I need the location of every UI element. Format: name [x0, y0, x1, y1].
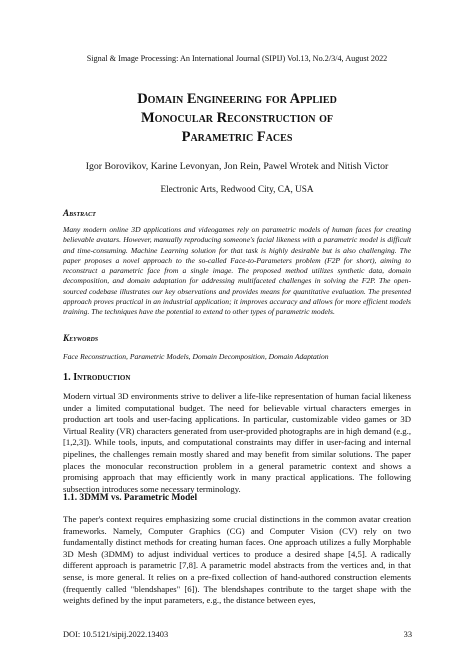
abstract-text: Many modern online 3D applications and videogames rely on parametric models of human faces for creating believable avatars. However, manually reproducing someone's facial likeness with a parametric model is difficult and time-consuming. Machine Learning solution for that task is highly desirable but is also challenging. The paper proposes a novel approach to the so-called Face-to-Parameters problem (F2P for short), aiming to reconstruct a parametric face from a single image. The proposed method utilizes synthetic data, domain decomposition, and domain adaptation for addressing multifaceted challenges in solving the F2P. The open-sourced codebase illustrates our key observations and provides means for quantitative evaluation. The presented approach proves practical in an industrial application; it improves accuracy and allows for more efficient models training. The techniques have the potential to extend to other types of parametric models.	[63, 225, 411, 317]
abstract-heading: Abstract	[63, 208, 96, 218]
subsection-text: The paper's context requires emphasizing some crucial distinctions in the common avatar creation frameworks. Namely, Computer Graphics (CG) and Computer Vision (CV) rely on two fundamentally distinct methods for creating human faces. One approach utilizes a fully Morphable 3D Mesh (3DMM) to adjust individual vertices to produce a desired shape [4,5]. A radically different approach is parametric [7,8]. A parametric model abstracts from the vertices and, in that sense, is more general. It relies on a pre-fixed collection of hand-authored construction elements (frequently called "blendshapes" [6]). The blendshapes contribute to the target shape with the weights defined by the input parameters, e.g., the distance between eyes,	[63, 514, 411, 606]
subsection-heading: 1.1. 3DMM vs. Parametric Model	[63, 493, 198, 503]
author-list: Igor Borovikov, Karine Levonyan, Jon Rein, Pawel Wrotek and Nitish Victor	[85, 161, 389, 172]
keywords-text: Face Reconstruction, Parametric Models, Domain Decomposition, Domain Adaptation	[63, 352, 329, 361]
keywords-heading: Keywords	[63, 333, 99, 343]
introduction-heading: 1. Introduction	[63, 372, 131, 383]
page-number: 33	[403, 630, 412, 639]
paper-title	[60, 90, 414, 147]
title-line: Parametric Faces	[181, 129, 293, 145]
affiliation: Electronic Arts, Redwood City, CA, USA	[160, 184, 314, 194]
doi-footer: DOI: 10.5121/sipij.2022.13403	[63, 630, 169, 639]
title-line: Domain Engineering for Applied	[137, 91, 337, 107]
title-line: Monocular Reconstruction of	[141, 110, 333, 126]
journal-header: Signal & Image Processing: An International Journal (SIPIJ) Vol.13, No.2/3/4, August 2022	[86, 54, 388, 63]
introduction-text: Modern virtual 3D environments strive to deliver a life-like representation of human facial likeness under a limited computational budget. The need for believable virtual characters emerges in production art tools and user-facing applications. In particular, customizable video games or 3D Virtual Reality (VR) characters generated from user-provided photographs are in high demand (e.g., [1,2,3]). While tools, inputs, and computational constraints may differ in user-facing and internal pipelines, the challenges remain mostly shared and may benefit from similar solutions. The paper places the monocular reconstruction problem in a general parametric context and shows a promising approach that may efficiently work in many practical applications. The following subsection introduces some necessary terminology.	[63, 391, 411, 494]
